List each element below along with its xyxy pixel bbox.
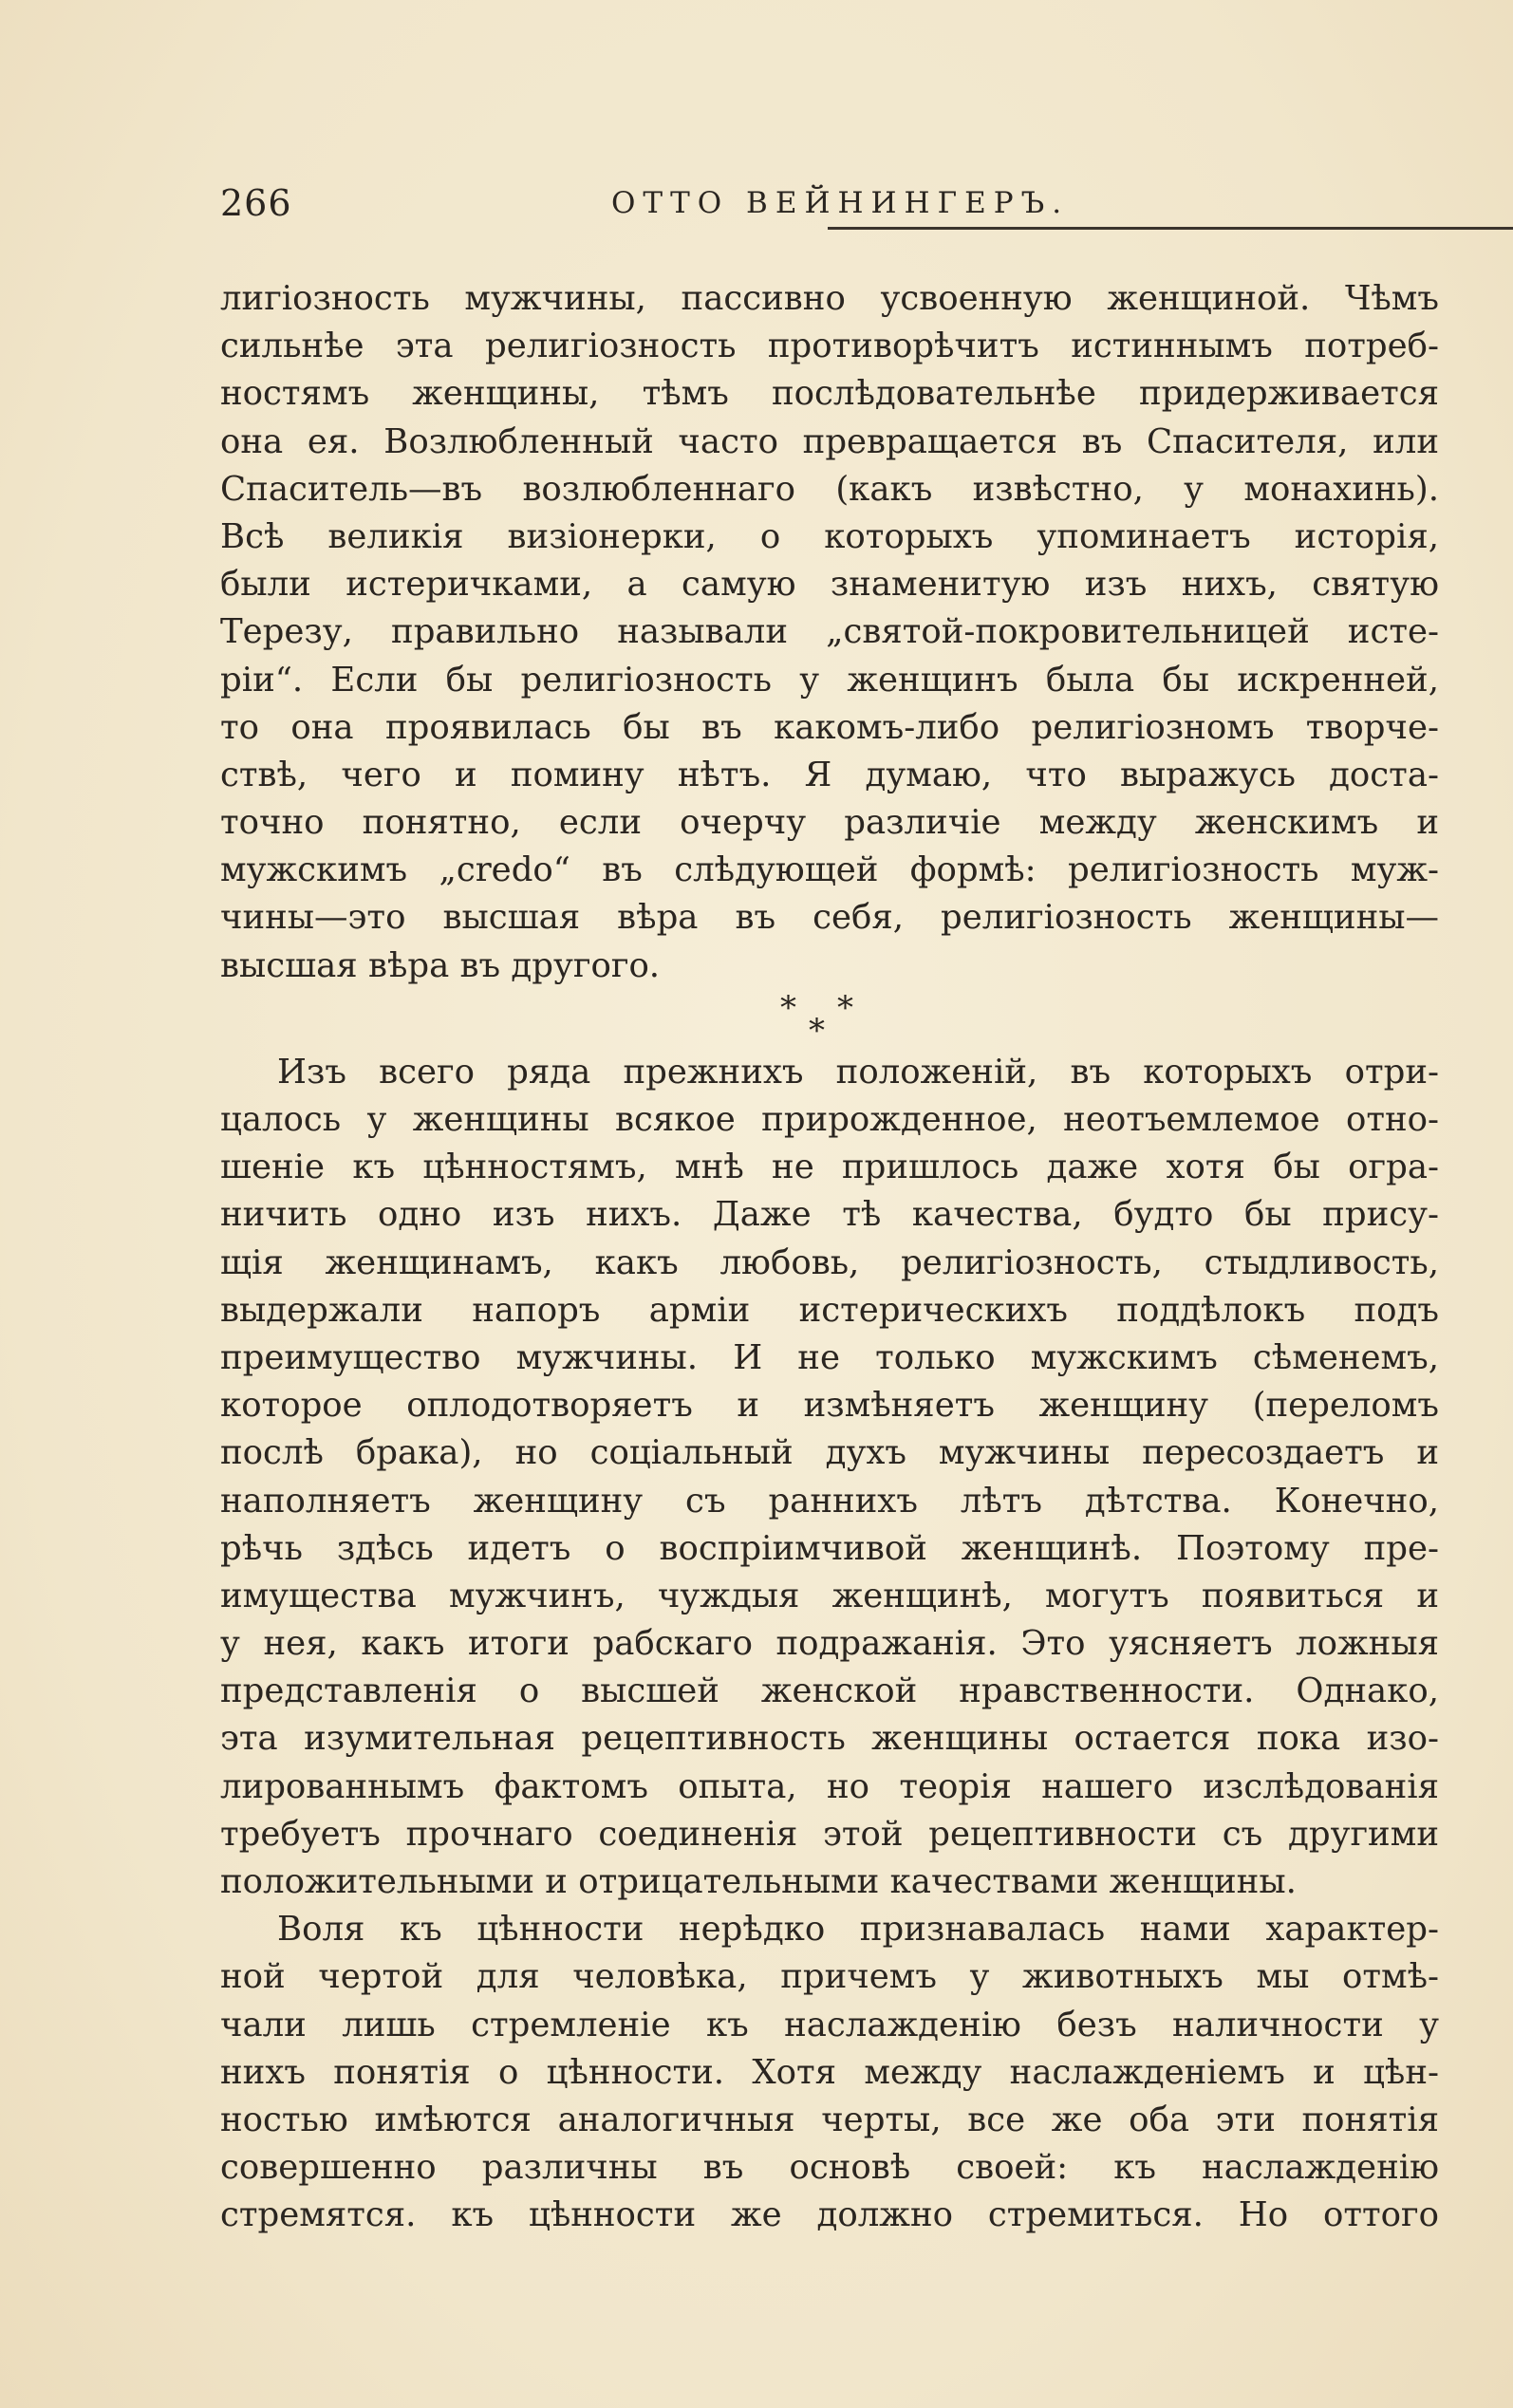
text-line: совершенно различны въ основѣ своей: къ наслажденію: [220, 2148, 1439, 2188]
asterisk: *: [837, 988, 853, 1027]
paragraph-2: [220, 1049, 1439, 1906]
text-line: требуетъ прочнаго соединенія этой рецептивности съ другими: [220, 1814, 1439, 1854]
header-rule: [828, 227, 1513, 230]
text-line: ностямъ женщины, тѣмъ послѣдовательнѣе придерживается: [220, 374, 1439, 414]
page-number: 266: [220, 182, 292, 224]
text-line: точно понятно, если очерчу различіе между женскимъ и: [220, 803, 1439, 843]
text-line: лигіозность мужчины, пассивно усвоенную женщиной. Чѣмъ: [220, 279, 1439, 318]
text-line: которое оплодотворяетъ и измѣняетъ женщину (переломъ: [220, 1386, 1439, 1426]
text-line: имущества мужчинъ, чуждыя женщинѣ, могутъ появиться и: [220, 1576, 1439, 1615]
body-text: [220, 275, 1439, 2240]
text-line: Терезу, правильно называли „святой-покровительницей исте-: [220, 612, 1439, 652]
text-line: преимущество мужчины. И не только мужскимъ сѣменемъ,: [220, 1337, 1439, 1377]
text-line: ностью имѣются аналогичныя черты, все же оба эти понятія: [220, 2100, 1439, 2139]
text-line: Всѣ великія визіонерки, о которыхъ упоминаетъ исторія,: [220, 516, 1439, 556]
text-line: выдержали напоръ арміи истерическихъ поддѣлокъ подъ: [220, 1290, 1439, 1330]
section-separator: [220, 990, 1439, 1049]
text-line: ріи“. Если бы религіозность у женщинъ была бы искренней,: [220, 660, 1439, 700]
text-line: то она проявилась бы въ какомъ-либо религіозномъ творче-: [220, 707, 1439, 747]
text-line: ствѣ, чего и помину нѣтъ. Я думаю, что выражусь доста-: [220, 755, 1439, 794]
text-line: Изъ всего ряда прежнихъ положеній, въ которыхъ отри-: [277, 1052, 1439, 1092]
text-line: она ея. Возлюбленный часто превращается въ Спасителя, или: [220, 421, 1439, 461]
text-line: высшая вѣра въ другого.: [220, 945, 661, 985]
text-line: чины—это высшая вѣра въ себя, религіозность женщины—: [220, 898, 1439, 938]
text-line: Спаситель—въ возлюбленнаго (какъ извѣстно, у монахинь).: [220, 469, 1439, 509]
text-line: наполняетъ женщину съ раннихъ лѣтъ дѣтства. Конечно,: [220, 1481, 1439, 1521]
asterisk: *: [780, 988, 796, 1027]
text-line: стремятся. къ цѣнности же должно стремиться. Но оттого: [220, 2195, 1439, 2235]
asterisk: *: [809, 1011, 825, 1050]
text-line: ничить одно изъ нихъ. Даже тѣ качества, будто бы прису-: [220, 1195, 1439, 1235]
text-line: сильнѣе эта религіозность противорѣчитъ истиннымъ потреб-: [220, 327, 1439, 366]
text-line: представленія о высшей женской нравственности. Однако,: [220, 1671, 1439, 1711]
text-line: положительными и отрицательными качествами женщины.: [220, 1862, 1297, 1901]
text-line: ной чертой для человѣка, причемъ у животныхъ мы отмѣ-: [220, 1957, 1439, 1997]
text-line: Воля къ цѣнности нерѣдко признавалась нами характер-: [277, 1910, 1439, 1950]
text-line: щія женщинамъ, какъ любовь, религіозность, стыдливость,: [220, 1242, 1439, 1282]
text-line: эта изумительная рецептивность женщины остается пока изо-: [220, 1719, 1439, 1759]
text-line: цалось у женщины всякое прирожденное, неотъемлемое отно-: [220, 1100, 1439, 1139]
running-title: ОТТО ВЕЙНИНГЕРЪ.: [611, 186, 1070, 220]
paragraph-1: [220, 275, 1439, 990]
text-line: рѣчь здѣсь идетъ о воспріимчивой женщинѣ. Поэтому пре-: [220, 1528, 1439, 1568]
text-line: были истеричками, а самую знаменитую изъ нихъ, святую: [220, 565, 1439, 605]
page-header: [220, 182, 1469, 239]
text-line: у нея, какъ итоги рабскаго подражанія. Это уясняетъ ложныя: [220, 1624, 1439, 1664]
text-line: чали лишь стремленіе къ наслажденію безъ наличности у: [220, 2005, 1439, 2044]
text-line: нихъ понятія о цѣнности. Хотя между наслажденіемъ и цѣн-: [220, 2052, 1439, 2092]
paragraph-3: [220, 1906, 1439, 2239]
text-line: шеніе къ цѣнностямъ, мнѣ не пришлось даже хотя бы огра-: [220, 1148, 1439, 1187]
text-line: мужскимъ „credo“ въ слѣдующей формѣ: религіозность муж-: [220, 850, 1439, 890]
text-line: послѣ брака), но соціальный духъ мужчины пересоздаетъ и: [220, 1433, 1439, 1473]
text-line: лированнымъ фактомъ опыта, но теорія нашего изслѣдованія: [220, 1766, 1439, 1806]
